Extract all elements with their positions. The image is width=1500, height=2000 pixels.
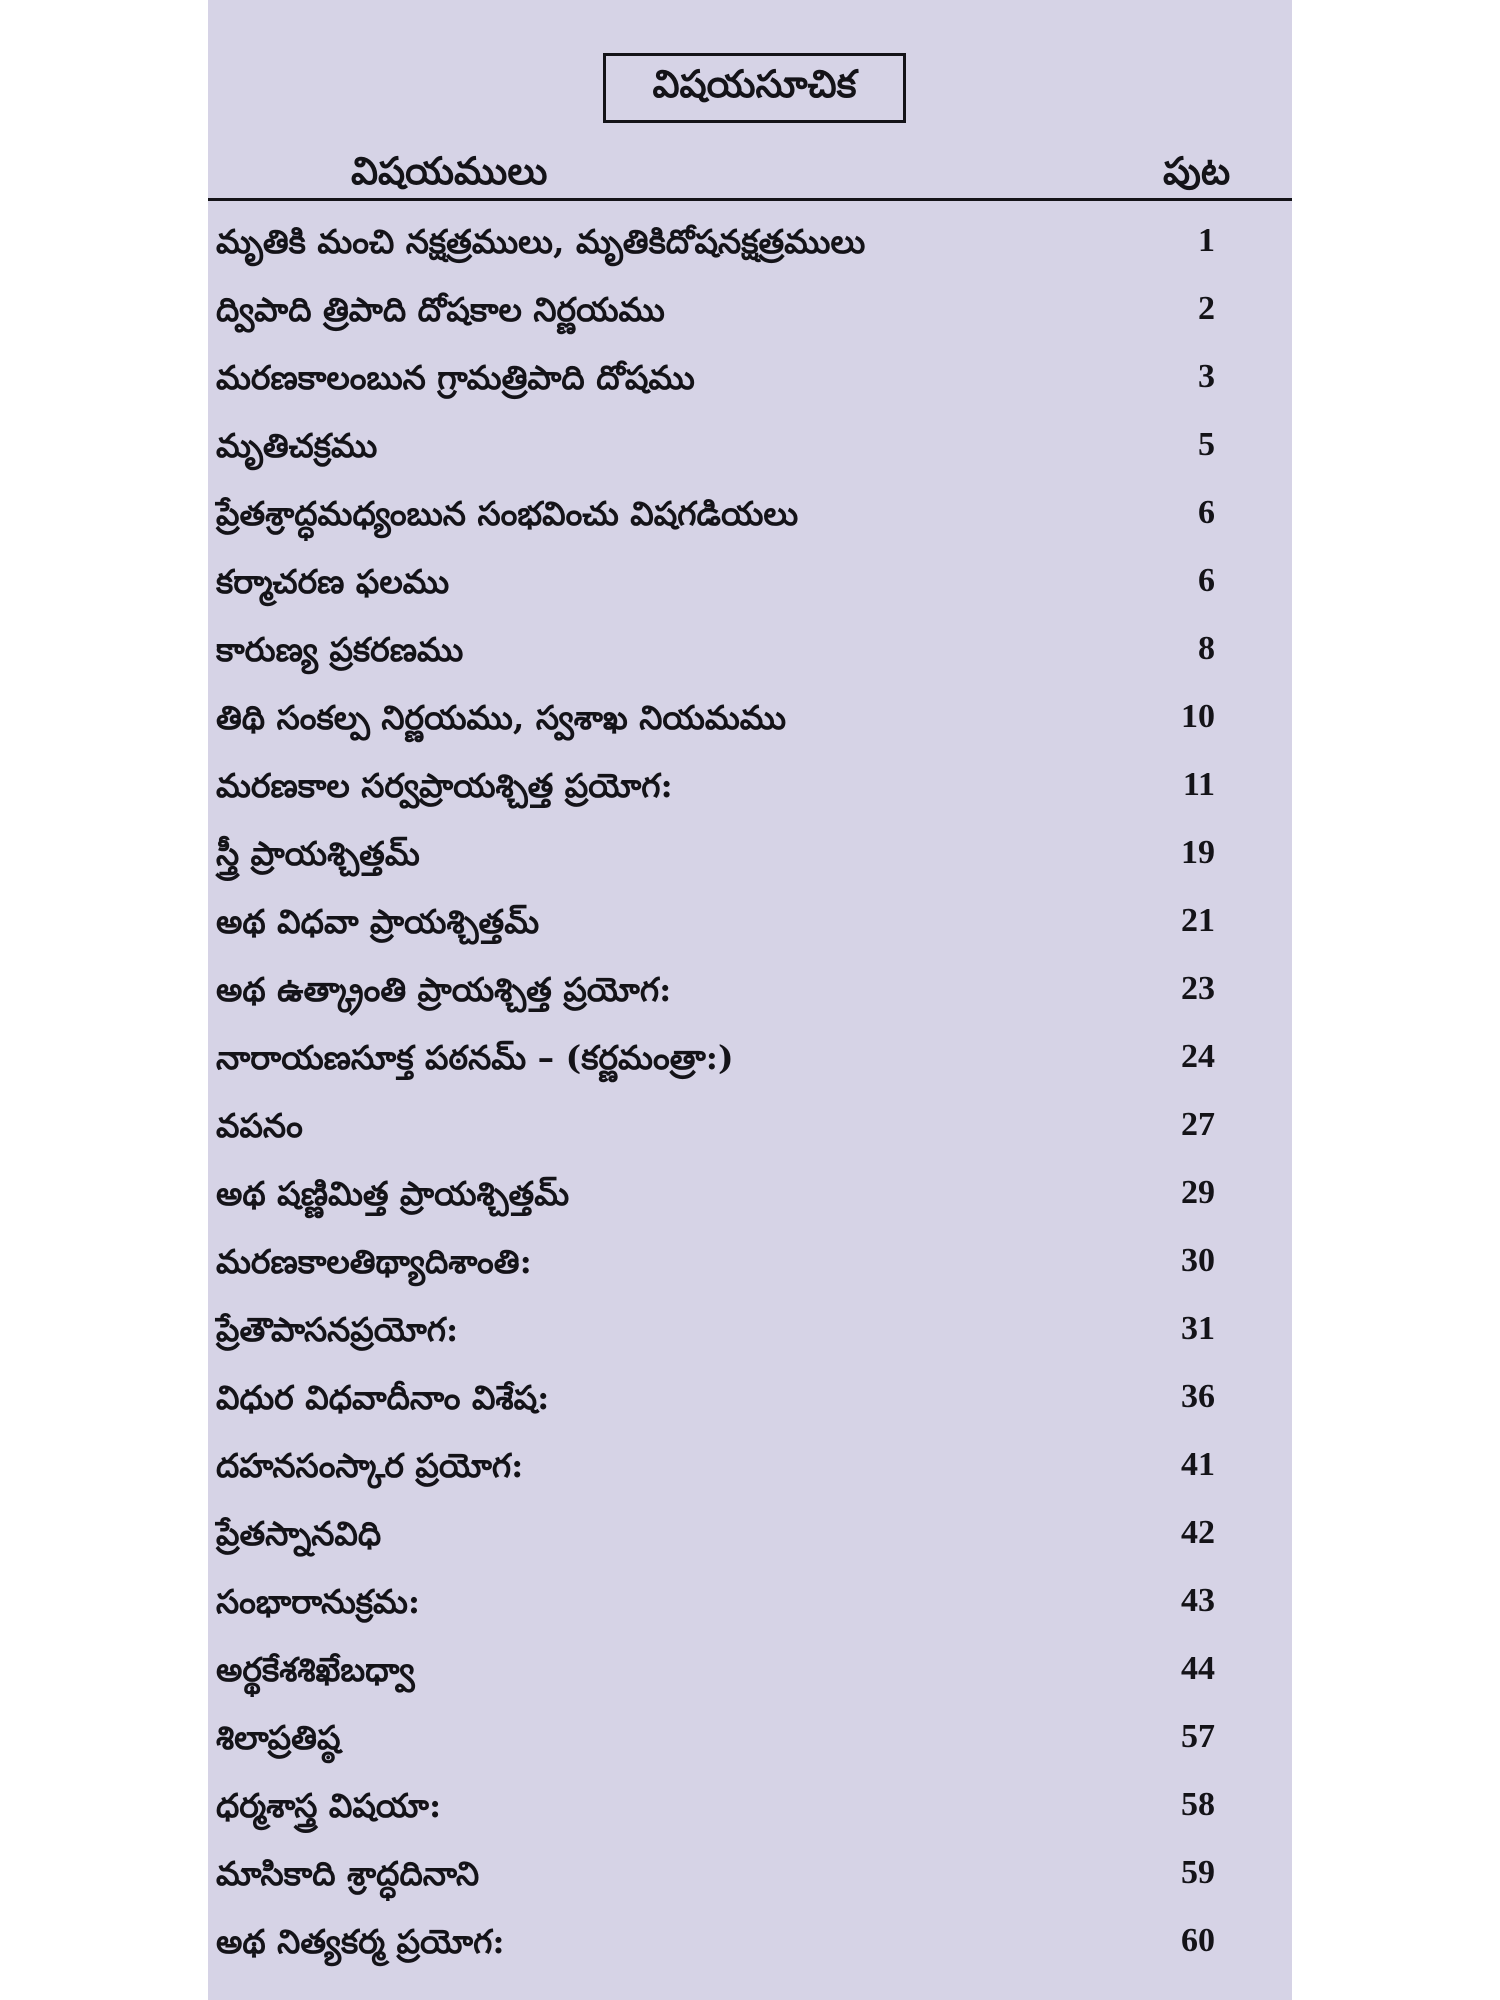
toc-entry [208, 1028, 1292, 1096]
toc-list [208, 212, 1292, 1980]
toc-entry [208, 280, 1292, 348]
toc-topic: కర్మాచరణ ఫలము [216, 562, 450, 601]
toc-topic: అథ షణ్ణిమిత్త ప్రాయశ్చిత్తమ్ [216, 1174, 570, 1213]
toc-entry [208, 1436, 1292, 1504]
toc-page-number: 6 [1198, 562, 1215, 599]
toc-topic: ద్విపాది త్రిపాది దోషకాల నిర్ణయము [216, 290, 665, 329]
toc-topic: నారాయణసూక్త పఠనమ్ – (కర్ణమంత్రా:) [216, 1038, 734, 1077]
toc-entry [208, 960, 1292, 1028]
toc-page-number: 43 [1181, 1582, 1215, 1619]
toc-entry [208, 756, 1292, 824]
toc-page-number: 6 [1198, 494, 1215, 531]
toc-topic: ప్రేతశ్రాద్ధమధ్యంబున సంభవించు విషగడియలు [216, 494, 799, 533]
toc-topic: తిథి సంకల్ప నిర్ణయము, స్వశాఖ నియమము [216, 698, 787, 737]
toc-page-number: 24 [1181, 1038, 1215, 1075]
toc-topic: అథ నిత్యకర్మ ప్రయోగ: [216, 1922, 505, 1961]
toc-topic: వపనం [216, 1106, 303, 1145]
toc-entry [208, 484, 1292, 552]
toc-entry [208, 1164, 1292, 1232]
toc-topic: అర్థకేశశిఖేబధ్వా [216, 1650, 415, 1689]
toc-page-number: 36 [1181, 1378, 1215, 1415]
toc-page-number: 31 [1181, 1310, 1215, 1347]
toc-topic: మరణకాలంబున గ్రామత్రిపాది దోషము [216, 358, 695, 397]
toc-topic: స్త్రీ ప్రాయశ్చిత్తమ్ [216, 834, 420, 873]
toc-page-number: 44 [1181, 1650, 1215, 1687]
toc-entry [208, 1640, 1292, 1708]
toc-page-number: 41 [1181, 1446, 1215, 1483]
toc-topic: మరణకాలతిథ్యాదిశాంతి: [216, 1242, 532, 1281]
toc-page-number: 19 [1181, 834, 1215, 871]
toc-topic: అథ విధవా ప్రాయశ్చిత్తమ్ [216, 902, 540, 941]
toc-page-number: 5 [1198, 426, 1215, 463]
toc-entry [208, 416, 1292, 484]
toc-topic: శిలాప్రతిష్ఠ [216, 1718, 341, 1757]
page-column-header: పుట [1163, 148, 1231, 193]
topics-column-header: విషయములు [351, 148, 548, 193]
toc-entry [208, 620, 1292, 688]
toc-topic: విధుర విధవాదీనాం విశేష: [216, 1378, 550, 1417]
toc-topic: ప్రేతస్నానవిధి [216, 1514, 382, 1553]
toc-topic: అథ ఉత్క్రాంతి ప్రాయశ్చిత్త ప్రయోగ: [216, 970, 672, 1009]
toc-page-number: 3 [1198, 358, 1215, 395]
toc-page-number: 57 [1181, 1718, 1215, 1755]
toc-page-number: 21 [1181, 902, 1215, 939]
toc-topic: దహనసంస్కార ప్రయోగ: [216, 1446, 524, 1485]
toc-page-number: 1 [1198, 222, 1215, 259]
toc-header [208, 140, 1292, 201]
toc-page-number: 59 [1181, 1854, 1215, 1891]
toc-entry [208, 552, 1292, 620]
toc-entry [208, 688, 1292, 756]
toc-page-number: 29 [1181, 1174, 1215, 1211]
toc-page-number: 23 [1181, 970, 1215, 1007]
toc-page-number: 10 [1181, 698, 1215, 735]
toc-entry [208, 1844, 1292, 1912]
toc-entry [208, 1912, 1292, 1980]
toc-entry [208, 892, 1292, 960]
toc-page-number: 8 [1198, 630, 1215, 667]
toc-entry [208, 1708, 1292, 1776]
toc-topic: ధర్మశాస్త్ర విషయా: [216, 1786, 442, 1825]
toc-topic: మాసికాది శ్రాద్ధదినాని [216, 1854, 480, 1893]
toc-topic: మృతిచక్రము [216, 426, 378, 465]
page-title: విషయసూచిక [603, 53, 906, 123]
toc-page-number: 2 [1198, 290, 1215, 327]
toc-entry [208, 1572, 1292, 1640]
toc-entry [208, 212, 1292, 280]
toc-entry [208, 1096, 1292, 1164]
toc-page-number: 60 [1181, 1922, 1215, 1959]
toc-topic: మృతికి మంచి నక్షత్రములు, మృతికిదోషనక్షత్రములు [216, 222, 866, 261]
toc-page-number: 58 [1181, 1786, 1215, 1823]
toc-topic: ప్రేతౌపాసనప్రయోగ: [216, 1310, 459, 1349]
toc-topic: కారుణ్య ప్రకరణము [216, 630, 464, 669]
toc-page-number: 11 [1182, 766, 1215, 803]
toc-entry [208, 348, 1292, 416]
toc-entry [208, 1368, 1292, 1436]
toc-entry [208, 1776, 1292, 1844]
toc-entry [208, 1504, 1292, 1572]
toc-page-number: 30 [1181, 1242, 1215, 1279]
toc-topic: మరణకాల సర్వప్రాయశ్చిత్త ప్రయోగ: [216, 766, 673, 805]
toc-page-number: 42 [1181, 1514, 1215, 1551]
toc-page-number: 27 [1181, 1106, 1215, 1143]
toc-topic: సంభారానుక్రమ: [216, 1582, 421, 1621]
book-page [208, 0, 1292, 2000]
toc-entry [208, 1300, 1292, 1368]
toc-entry [208, 824, 1292, 892]
toc-entry [208, 1232, 1292, 1300]
